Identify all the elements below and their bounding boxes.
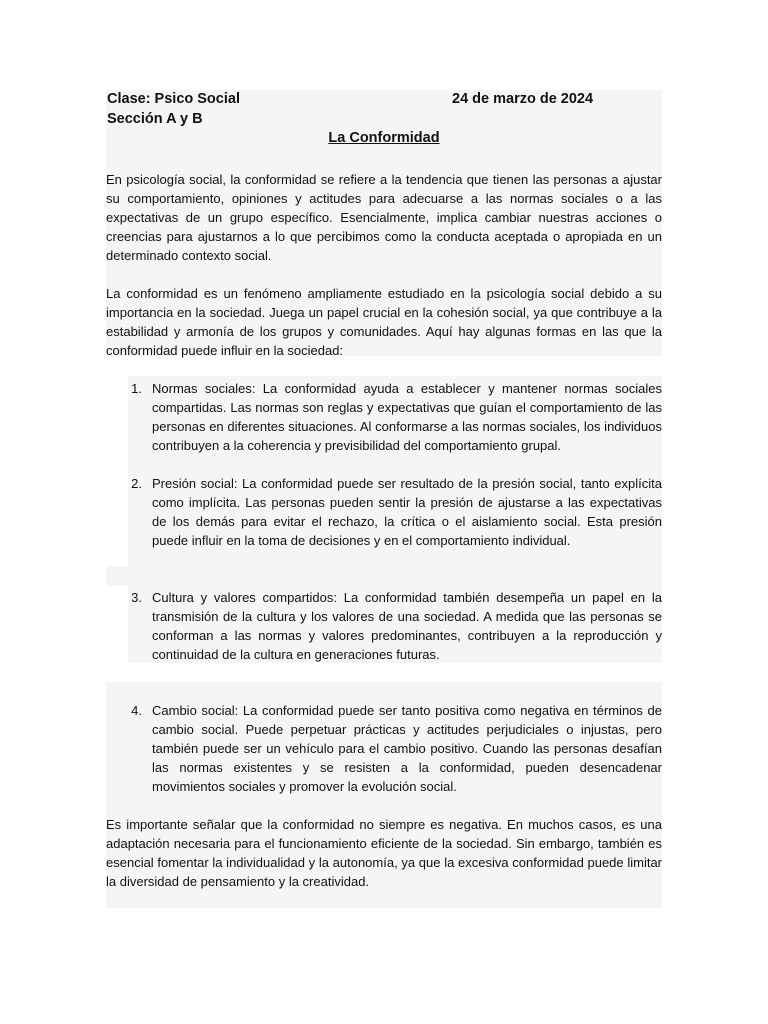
document-title: La Conformidad	[328, 130, 440, 146]
list-item-number: 2.	[131, 476, 142, 491]
list-item-number: 1.	[131, 381, 142, 396]
closing-paragraph: Es importante señalar que la conformidad no siempre es negativa. En muchos casos, es una adaptación necesaria para el funcionamiento eficiente de la sociedad. Sin embargo, también es esencial fomentar la individualidad y la autonomía, ya que la excesiva conformidad puede limitar la diversidad de pensamiento y la creatividad.	[106, 817, 662, 890]
list-item-text: Cambio social: La conformidad puede ser tanto positiva como negativa en términos de cambio social. Puede perpetuar prácticas y actitudes perjudiciales o injustas, pero también puede ser un vehículo para el cambio positivo. Cuando las personas desafían las normas existentes y se resisten a la conformidad, pueden desencadenar movimientos sociales y promover la evolución social.	[152, 703, 662, 795]
list-item-text: Cultura y valores compartidos: La conformidad también desempeña un papel en la transmisión de la cultura y los valores de una sociedad. A medida que las personas se conforman a las normas y valores predominantes, contribuyen a la reproducción y continuidad de la cultura en generaciones futuras.	[152, 590, 662, 663]
section-label: Sección A y B	[107, 111, 203, 127]
list-item-number: 4.	[131, 703, 142, 718]
list-item	[128, 701, 662, 795]
document-date: 24 de marzo de 2024	[452, 91, 594, 107]
header-row	[106, 90, 662, 110]
list-item-text: Presión social: La conformidad puede ser resultado de la presión social, tanto explícita como implícita. Las personas pueden sentir la presión de ajustarse a las expectativas de los demás para evitar el rechazo, la crítica o el aislamiento social. Esta presión puede influir en la toma de decisiones y en el comportamiento individual.	[152, 476, 662, 549]
list-item	[128, 588, 662, 663]
list-item-text: Normas sociales: La conformidad ayuda a establecer y mantener normas sociales compartidas. Las normas son reglas y expectativas que guían el comportamiento de las personas en diferentes situaciones. Al conformarse a las normas sociales, los individuos contribuyen a la coherencia y previsibilidad del comportamiento grupal.	[152, 381, 662, 454]
highlight-block-list-left	[106, 566, 128, 586]
list-item-number: 3.	[131, 590, 142, 605]
intro-paragraph: En psicología social, la conformidad se refiere a la tendencia que tienen las personas a ajustar su comportamiento, opiniones y actitudes para adecuarse a las normas sociales o a las expectativas de un grupo específico. Esencialmente, implica cambiar nuestras acciones o creencias para ajustarnos a lo que percibimos como la conducta aceptada o apropiada en un determinado contexto social.	[106, 172, 662, 264]
context-paragraph: La conformidad es un fenómeno ampliamente estudiado en la psicología social debido a su importancia en la sociedad. Juega un papel crucial en la cohesión social, ya que contribuye a la estabilidad y armonía de los grupos y comunidades. Aquí hay algunas formas en las que la conformidad puede influir en la sociedad:	[106, 286, 662, 359]
class-name: Clase: Psico Social	[107, 91, 240, 107]
list-item	[128, 474, 662, 549]
list-item	[128, 379, 662, 454]
